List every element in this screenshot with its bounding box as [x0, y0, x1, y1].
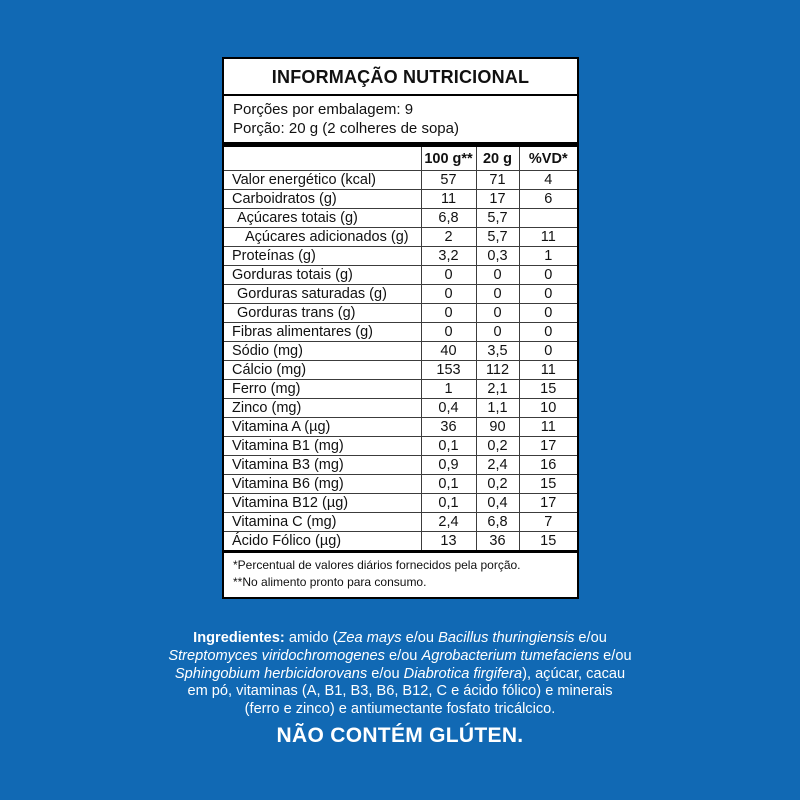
- row-label: Vitamina B1 (mg): [224, 437, 421, 456]
- row-value: 0: [421, 266, 476, 285]
- row-value: 0,3: [476, 247, 519, 266]
- row-value: 0: [519, 342, 577, 361]
- footnotes: [224, 553, 577, 597]
- table-row: [224, 456, 577, 475]
- footnote-percent-daily-values: *Percentual de valores diários fornecidos pela porção.: [233, 558, 521, 572]
- row-value: 0: [519, 323, 577, 342]
- table-row: [224, 209, 577, 228]
- table-body: [224, 171, 577, 552]
- table-row: [224, 171, 577, 190]
- row-value: 1: [519, 247, 577, 266]
- row-value: 2,4: [421, 513, 476, 532]
- row-value: 5,7: [476, 209, 519, 228]
- ingredients-line: em pó, vitaminas (A, B1, B3, B6, B12, C e ácido fólico) e minerais: [187, 683, 613, 700]
- row-value: 36: [421, 418, 476, 437]
- nutrition-table-title: INFORMAÇÃO NUTRICIONAL: [224, 59, 577, 96]
- row-label: Vitamina B12 (µg): [224, 494, 421, 513]
- row-value: 40: [421, 342, 476, 361]
- row-value: 0,4: [421, 399, 476, 418]
- row-value: 0: [476, 266, 519, 285]
- row-value: 15: [519, 475, 577, 494]
- row-value: 0,4: [476, 494, 519, 513]
- table-row: [224, 437, 577, 456]
- table-row: [224, 532, 577, 552]
- row-value: 5,7: [476, 228, 519, 247]
- row-label: Zinco (mg): [224, 399, 421, 418]
- row-label: Valor energético (kcal): [224, 171, 421, 190]
- row-value: 3,5: [476, 342, 519, 361]
- table-row: [224, 380, 577, 399]
- row-value: 0: [519, 304, 577, 323]
- row-value: 0: [476, 304, 519, 323]
- row-label: Carboidratos (g): [224, 190, 421, 209]
- row-value: 3,2: [421, 247, 476, 266]
- nutrition-table: [224, 147, 577, 553]
- row-value: 90: [476, 418, 519, 437]
- row-value: 2: [421, 228, 476, 247]
- table-row: [224, 399, 577, 418]
- row-value: 57: [421, 171, 476, 190]
- row-value: 1,1: [476, 399, 519, 418]
- portion-size-line: Porção: 20 g (2 colheres de sopa): [233, 120, 459, 137]
- row-label: Vitamina B3 (mg): [224, 456, 421, 475]
- table-row: [224, 323, 577, 342]
- table-row: [224, 513, 577, 532]
- row-label: Ferro (mg): [224, 380, 421, 399]
- row-label: Fibras alimentares (g): [224, 323, 421, 342]
- row-label: Vitamina A (µg): [224, 418, 421, 437]
- row-label: Gorduras saturadas (g): [224, 285, 421, 304]
- row-value: 0,2: [476, 437, 519, 456]
- row-value: 11: [519, 418, 577, 437]
- row-value: 0,1: [421, 494, 476, 513]
- row-value: 1: [421, 380, 476, 399]
- table-header-row: [224, 147, 577, 171]
- row-label: Proteínas (g): [224, 247, 421, 266]
- row-value: 153: [421, 361, 476, 380]
- row-value: 0: [519, 266, 577, 285]
- row-value: 0: [476, 285, 519, 304]
- table-row: [224, 285, 577, 304]
- row-label: Vitamina B6 (mg): [224, 475, 421, 494]
- row-value: 10: [519, 399, 577, 418]
- row-value: 16: [519, 456, 577, 475]
- serving-info: [224, 96, 577, 142]
- row-value: 0: [421, 304, 476, 323]
- row-value: 6,8: [421, 209, 476, 228]
- table-row: [224, 475, 577, 494]
- row-label: Sódio (mg): [224, 342, 421, 361]
- row-label: Açúcares adicionados (g): [224, 228, 421, 247]
- row-label: Gorduras trans (g): [224, 304, 421, 323]
- table-row: [224, 361, 577, 380]
- row-value: 4: [519, 171, 577, 190]
- row-value: 2,1: [476, 380, 519, 399]
- row-value: 0,2: [476, 475, 519, 494]
- row-value: 11: [519, 228, 577, 247]
- row-value: 2,4: [476, 456, 519, 475]
- nutrition-table-panel: [222, 57, 579, 599]
- header-vd: %VD*: [519, 147, 577, 171]
- row-value: 0,1: [421, 437, 476, 456]
- table-row: [224, 342, 577, 361]
- table-row: [224, 247, 577, 266]
- ingredients-text: [0, 630, 800, 719]
- gluten-free-statement: NÃO CONTÉM GLÚTEN.: [276, 723, 524, 747]
- row-value: 0,9: [421, 456, 476, 475]
- row-value: 0: [421, 285, 476, 304]
- row-value: 36: [476, 532, 519, 552]
- ingredients-line: Streptomyces viridochromogenes e/ou Agrobacterium tumefaciens e/ou: [168, 647, 632, 664]
- row-label: Ácido Fólico (µg): [224, 532, 421, 552]
- table-row: [224, 190, 577, 209]
- row-value: 15: [519, 380, 577, 399]
- header-100g: 100 g**: [421, 147, 476, 171]
- header-empty-cell: [224, 147, 421, 171]
- row-value: 17: [476, 190, 519, 209]
- bottom-text-block: [0, 630, 800, 748]
- table-row: [224, 228, 577, 247]
- row-label: Gorduras totais (g): [224, 266, 421, 285]
- row-value: 112: [476, 361, 519, 380]
- ingredients-line: Ingredientes: amido (Zea mays e/ou Bacillus thuringiensis e/ou: [193, 630, 607, 646]
- table-row: [224, 304, 577, 323]
- row-value: 11: [421, 190, 476, 209]
- ingredients-line: Sphingobium herbicidorovans e/ou Diabrotica firgifera), açúcar, cacau: [174, 665, 626, 682]
- row-value: 0: [519, 285, 577, 304]
- table-row: [224, 418, 577, 437]
- row-value: 71: [476, 171, 519, 190]
- ingredients-line: (ferro e zinco) e antiumectante fosfato tricálcico.: [244, 701, 556, 718]
- row-value: 17: [519, 494, 577, 513]
- row-value: 17: [519, 437, 577, 456]
- header-20g: 20 g: [476, 147, 519, 171]
- row-value: 15: [519, 532, 577, 552]
- row-value: 6,8: [476, 513, 519, 532]
- servings-per-package-line: Porções por embalagem: 9: [233, 101, 414, 118]
- row-value: 0: [476, 323, 519, 342]
- table-row: [224, 494, 577, 513]
- row-value: [519, 209, 577, 228]
- row-value: 0: [421, 323, 476, 342]
- row-label: Cálcio (mg): [224, 361, 421, 380]
- footnote-ready-to-consume: **No alimento pronto para consumo.: [233, 574, 427, 589]
- table-row: [224, 266, 577, 285]
- row-value: 11: [519, 361, 577, 380]
- row-value: 7: [519, 513, 577, 532]
- row-label: Açúcares totais (g): [224, 209, 421, 228]
- row-value: 6: [519, 190, 577, 209]
- row-value: 0,1: [421, 475, 476, 494]
- row-value: 13: [421, 532, 476, 552]
- row-label: Vitamina C (mg): [224, 513, 421, 532]
